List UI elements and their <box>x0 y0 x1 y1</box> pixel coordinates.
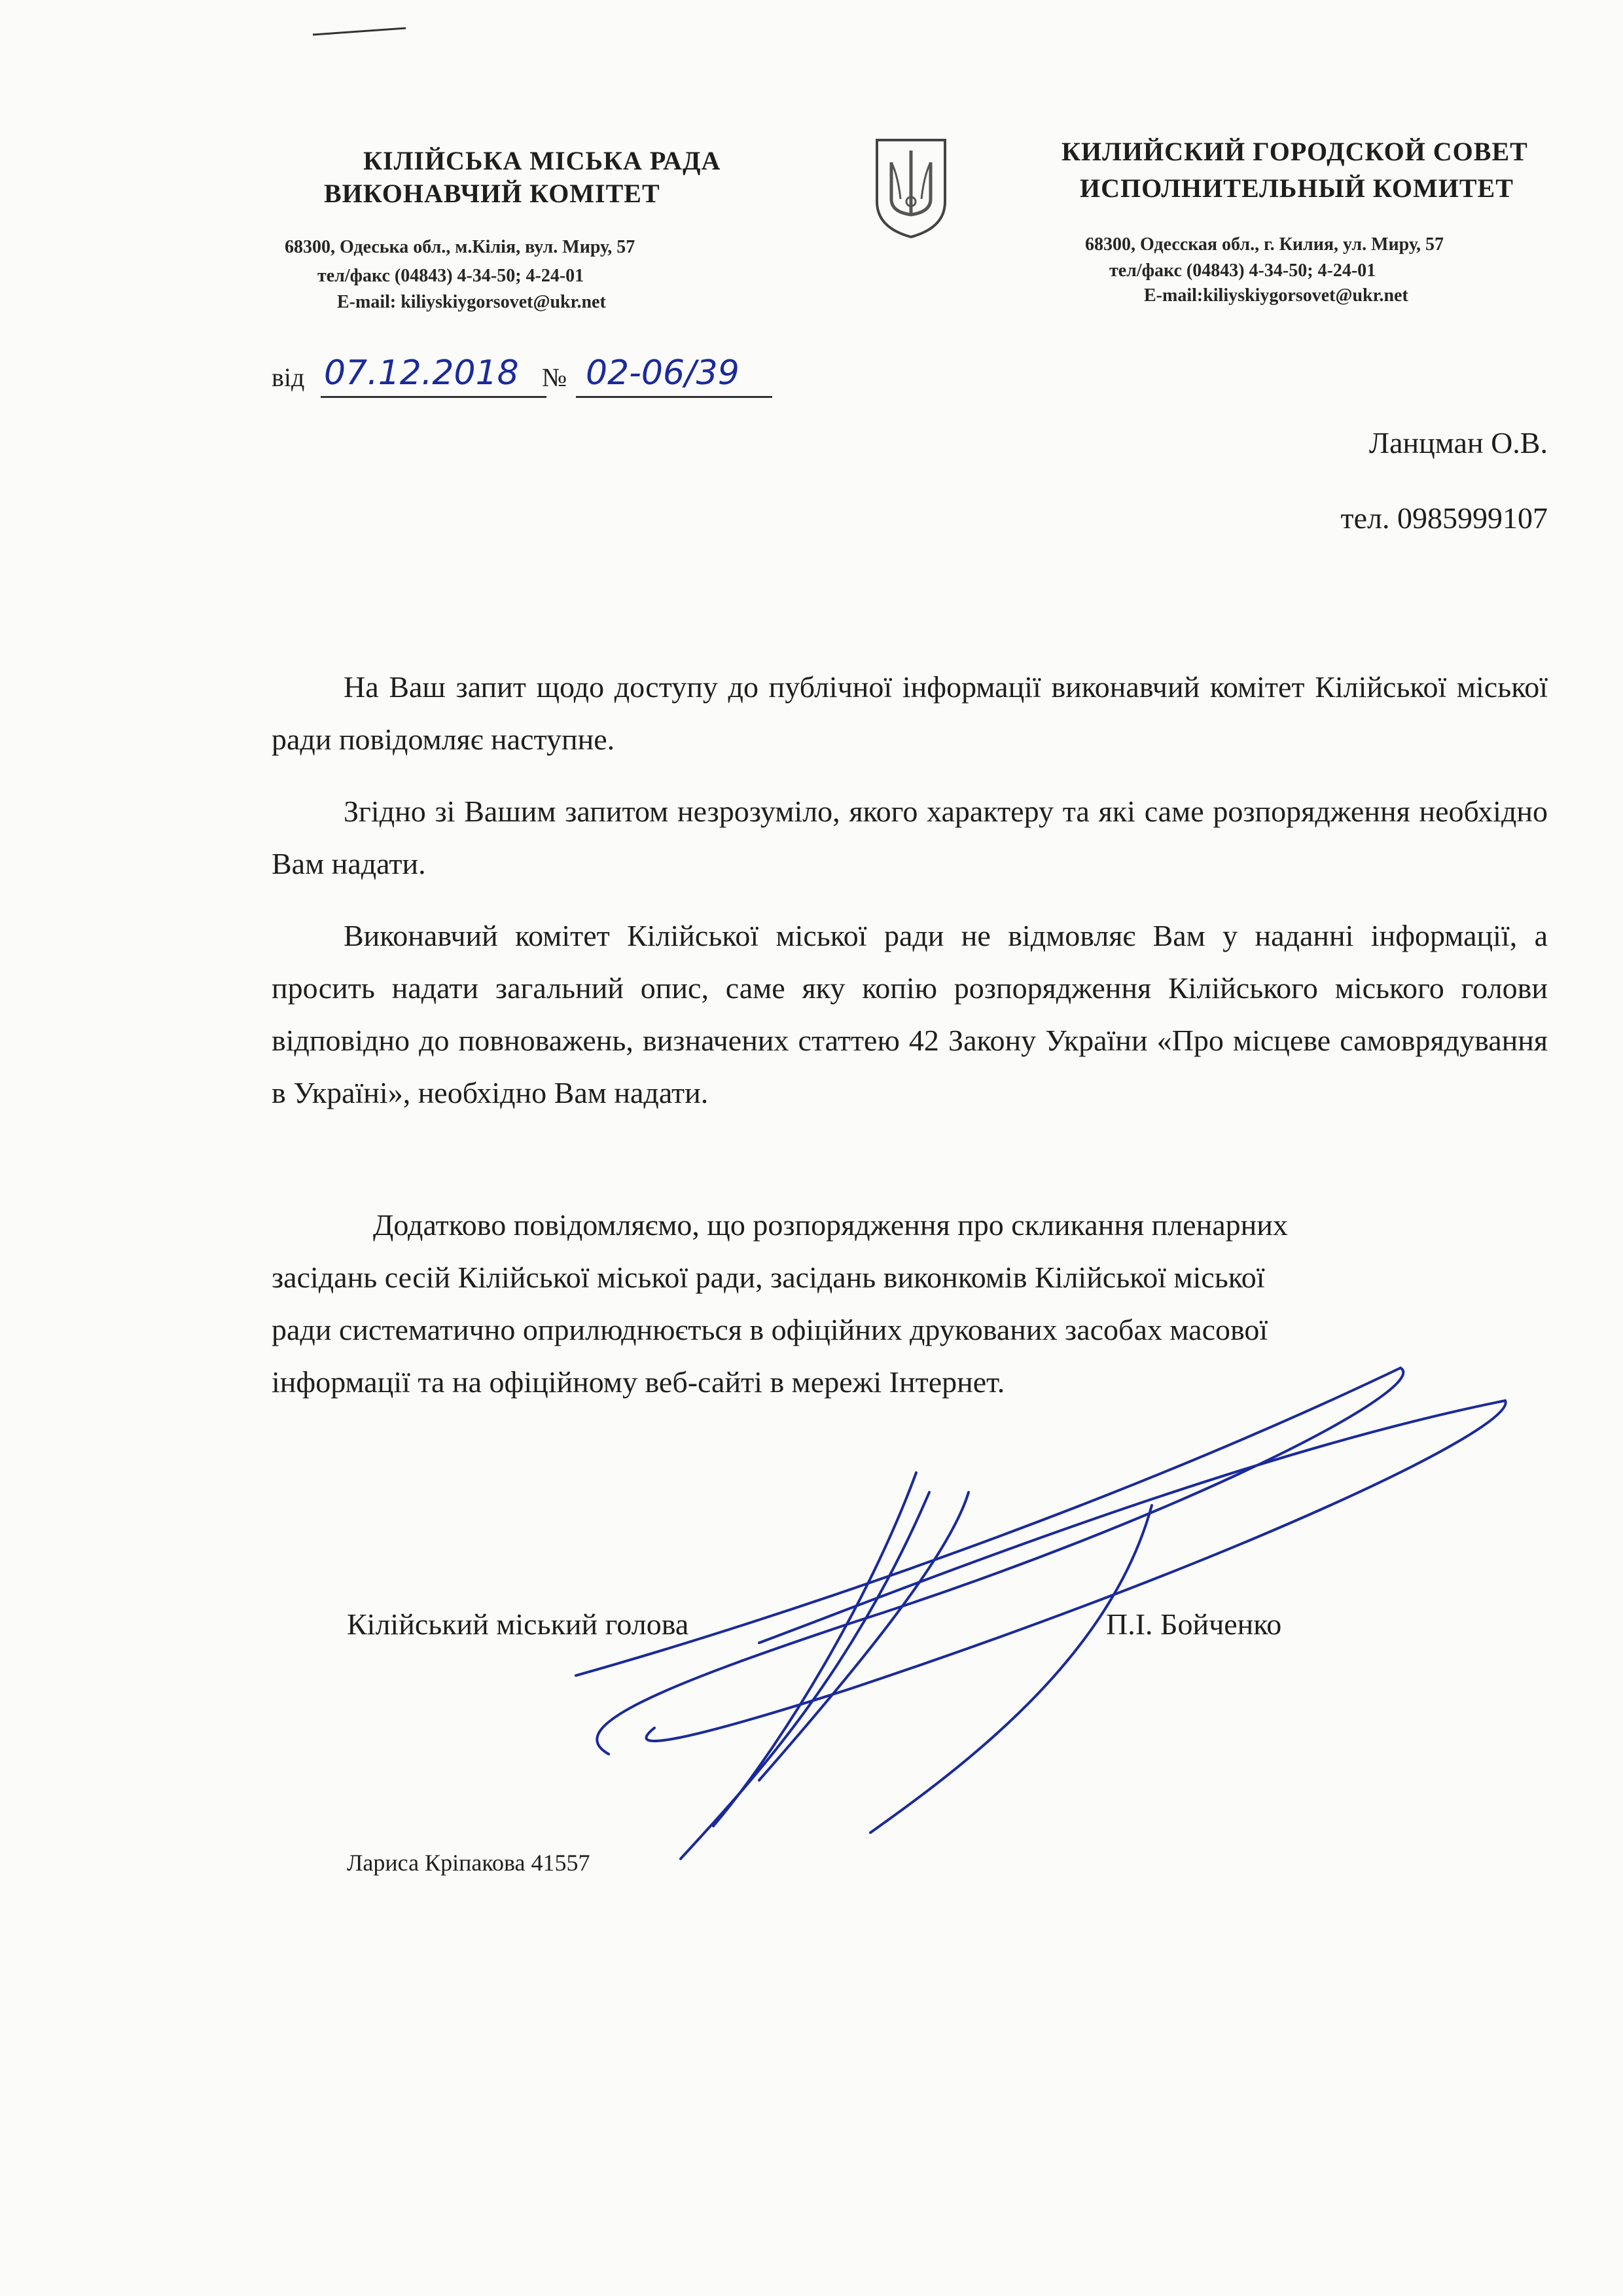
header-ru-phone: тел/факс (04843) 4-34-50; 4-24-01 <box>1109 260 1376 281</box>
body-paragraph-4-line-1: Додатково повідомляємо, що розпорядження про скликання пленарних <box>373 1208 1288 1242</box>
body-paragraph-4-line-2: засідань сесій Кілійської міської ради, засідань виконкомів Кілійської міської <box>272 1261 1265 1294</box>
header-ua-email: E-mail: kiliyskiygorsovet@ukr.net <box>337 292 606 312</box>
body-paragraph-3: Виконавчий комітет Кілійської міської ради не відмовляє Вам у наданні інформації, а просить надати загальний опис, саме яку копію розпорядження Кілійського міського голови відповідно до повноважень, визначених статтею 42 Закону України «Про місцеве самоврядування в Україні», необхідно Вам надати. <box>272 919 1548 1109</box>
body-paragraph-4-line-4: інформації та на офіційному веб-сайті в мережі Інтернет. <box>272 1365 1005 1399</box>
ref-number: 02-06/39 <box>586 353 740 393</box>
ref-number-label: № <box>542 363 567 392</box>
header-ru-line1: КИЛИЙСКИЙ ГОРОДСКОЙ СОВЕТ <box>1061 137 1528 166</box>
recipient-phone: тел. 0985999107 <box>1340 501 1548 535</box>
executor-info: Лариса Кріпакова 41557 <box>347 1850 590 1876</box>
signature-name: П.І. Бойченко <box>1106 1607 1282 1641</box>
header-ru-email: E-mail:kiliyskiygorsovet@ukr.net <box>1144 285 1408 306</box>
header-ua-address: 68300, Одеська обл., м.Кілія, вул. Миру, 57 <box>285 237 635 257</box>
body-paragraph-4-line-3: ради систематично оприлюднюється в офіційних друкованих засобах масової <box>272 1313 1268 1346</box>
recipient-name: Ланцман О.В. <box>1368 426 1548 459</box>
header-ua-line1: КІЛІЙСЬКА МІСЬКА РАДА <box>363 146 721 175</box>
body-paragraph-1: На Ваш запит щодо доступу до публічної інформації виконавчий комітет Кілійської міської ради повідомляє наступне. <box>272 670 1548 756</box>
header-ru-line2: ИСПОЛНИТЕЛЬНЫЙ КОМИТЕТ <box>1080 173 1514 203</box>
header-ua-phone: тел/факс (04843) 4-34-50; 4-24-01 <box>317 266 584 286</box>
ref-date: 07.12.2018 <box>324 353 519 393</box>
body-paragraph-2: Згідно зі Вашим запитом незрозуміло, якого характеру та які саме розпорядження необхідно Вам надати. <box>272 795 1548 880</box>
ref-from-label: від <box>272 363 305 392</box>
header-ru-address: 68300, Одесская обл., г. Килия, ул. Миру, 57 <box>1085 234 1444 255</box>
header-ua-line2: ВИКОНАВЧИЙ КОМІТЕТ <box>324 179 660 208</box>
signature-position: Кілійський міський голова <box>347 1607 689 1641</box>
